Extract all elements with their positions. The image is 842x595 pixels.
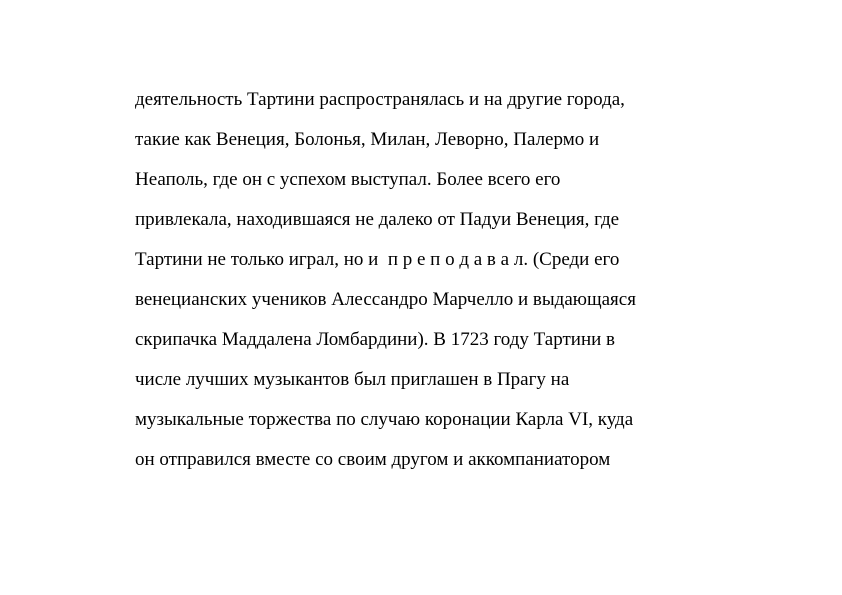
document-text: [135, 84, 735, 484]
text-line: музыкальные торжества по случаю коронации Карла VI, куда: [135, 409, 634, 430]
text-line: он отправился вместе со своим другом и аккомпаниатором: [135, 449, 611, 470]
text-line: венецианских учеников Алессандро Марчелло и выдающаяся: [135, 289, 636, 310]
text-line: Неаполь, где он с успехом выступал. Более всего его: [135, 169, 561, 190]
text-line: такие как Венеция, Болонья, Милан, Леворно, Палермо и: [135, 129, 600, 150]
text-line: Тартини не только играл, но и п р е п о д а в а л. (Среди его: [135, 249, 620, 270]
text-line: деятельность Тартини распространялась и на другие города,: [135, 89, 625, 110]
text-line: привлекала, находившаяся не далеко от Падуи Венеция, где: [135, 209, 620, 230]
text-line: скрипачка Маддалена Ломбардини). В 1723 году Тартини в: [135, 329, 616, 350]
text-line: числе лучших музыкантов был приглашен в Прагу на: [135, 369, 570, 390]
